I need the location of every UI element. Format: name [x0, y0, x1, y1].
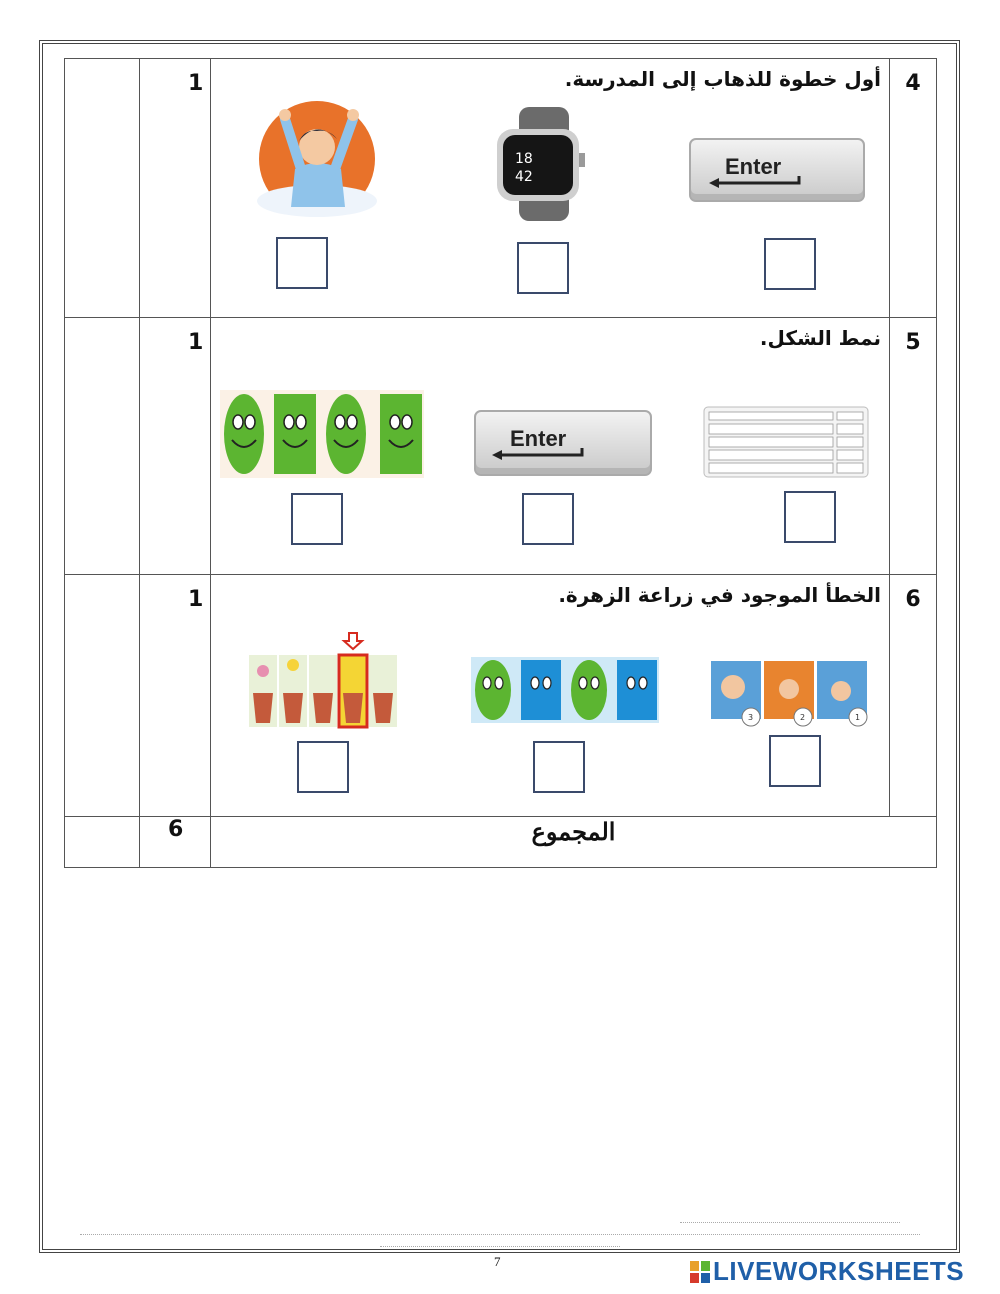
score-cell: [65, 817, 140, 868]
score-cell: [65, 59, 140, 318]
smiley-pattern-image: [220, 390, 424, 478]
question-cell: [211, 59, 890, 318]
tooth-brushing-image: [711, 661, 869, 731]
mark-cell: 1: [140, 59, 211, 318]
question-number: 4: [890, 59, 937, 318]
score-cell: [65, 575, 140, 817]
waking-boy-image: [245, 89, 387, 221]
question-number: 6: [890, 575, 937, 817]
svg-text:18: 18: [515, 151, 533, 167]
keyboard-image: [703, 406, 869, 478]
question-row-4: [65, 59, 937, 318]
liveworksheets-icon: [690, 1261, 710, 1283]
flower-planting-image: [249, 631, 397, 731]
brand-logo: LIVEWORKSHEETS: [690, 1256, 964, 1287]
question-text: أول خطوة للذهاب إلى المدرسة.: [564, 67, 881, 91]
total-value: 6: [140, 817, 211, 868]
svg-text:42: 42: [515, 169, 533, 185]
question-cell: [211, 318, 890, 575]
svg-text:2: 2: [800, 713, 806, 722]
answer-box-5c[interactable]: [291, 493, 343, 545]
answer-box-6b[interactable]: [533, 741, 585, 793]
enter-key-image: Enter: [474, 410, 652, 476]
answer-box-4a[interactable]: [764, 238, 816, 290]
mark-cell: 1: [140, 575, 211, 817]
score-cell: [65, 318, 140, 575]
answer-box-5b[interactable]: [522, 493, 574, 545]
mark-cell: 1: [140, 318, 211, 575]
enter-key-image: Enter: [689, 138, 865, 202]
total-label: المجموع: [211, 817, 937, 868]
smiley-pattern-image: [471, 657, 659, 723]
answer-box-5a[interactable]: [784, 491, 836, 543]
question-text: نمط الشكل.: [759, 326, 881, 350]
total-row: [65, 817, 937, 868]
question-text: الخطأ الموجود في زراعة الزهرة.: [558, 583, 881, 607]
answer-box-4b[interactable]: [517, 242, 569, 294]
answer-box-4c[interactable]: [276, 237, 328, 289]
svg-text:3: 3: [748, 713, 754, 722]
question-cell: [211, 575, 890, 817]
answer-box-6c[interactable]: [297, 741, 349, 793]
answer-box-6a[interactable]: [769, 735, 821, 787]
question-row-6: [65, 575, 937, 817]
worksheet-table: [64, 58, 937, 868]
page-number: 7: [494, 1254, 501, 1269]
footer-decoration: [80, 1212, 920, 1247]
svg-text:1: 1: [855, 713, 861, 722]
question-number: 5: [890, 318, 937, 575]
smart-watch-image: [487, 107, 599, 221]
question-row-5: [65, 318, 937, 575]
